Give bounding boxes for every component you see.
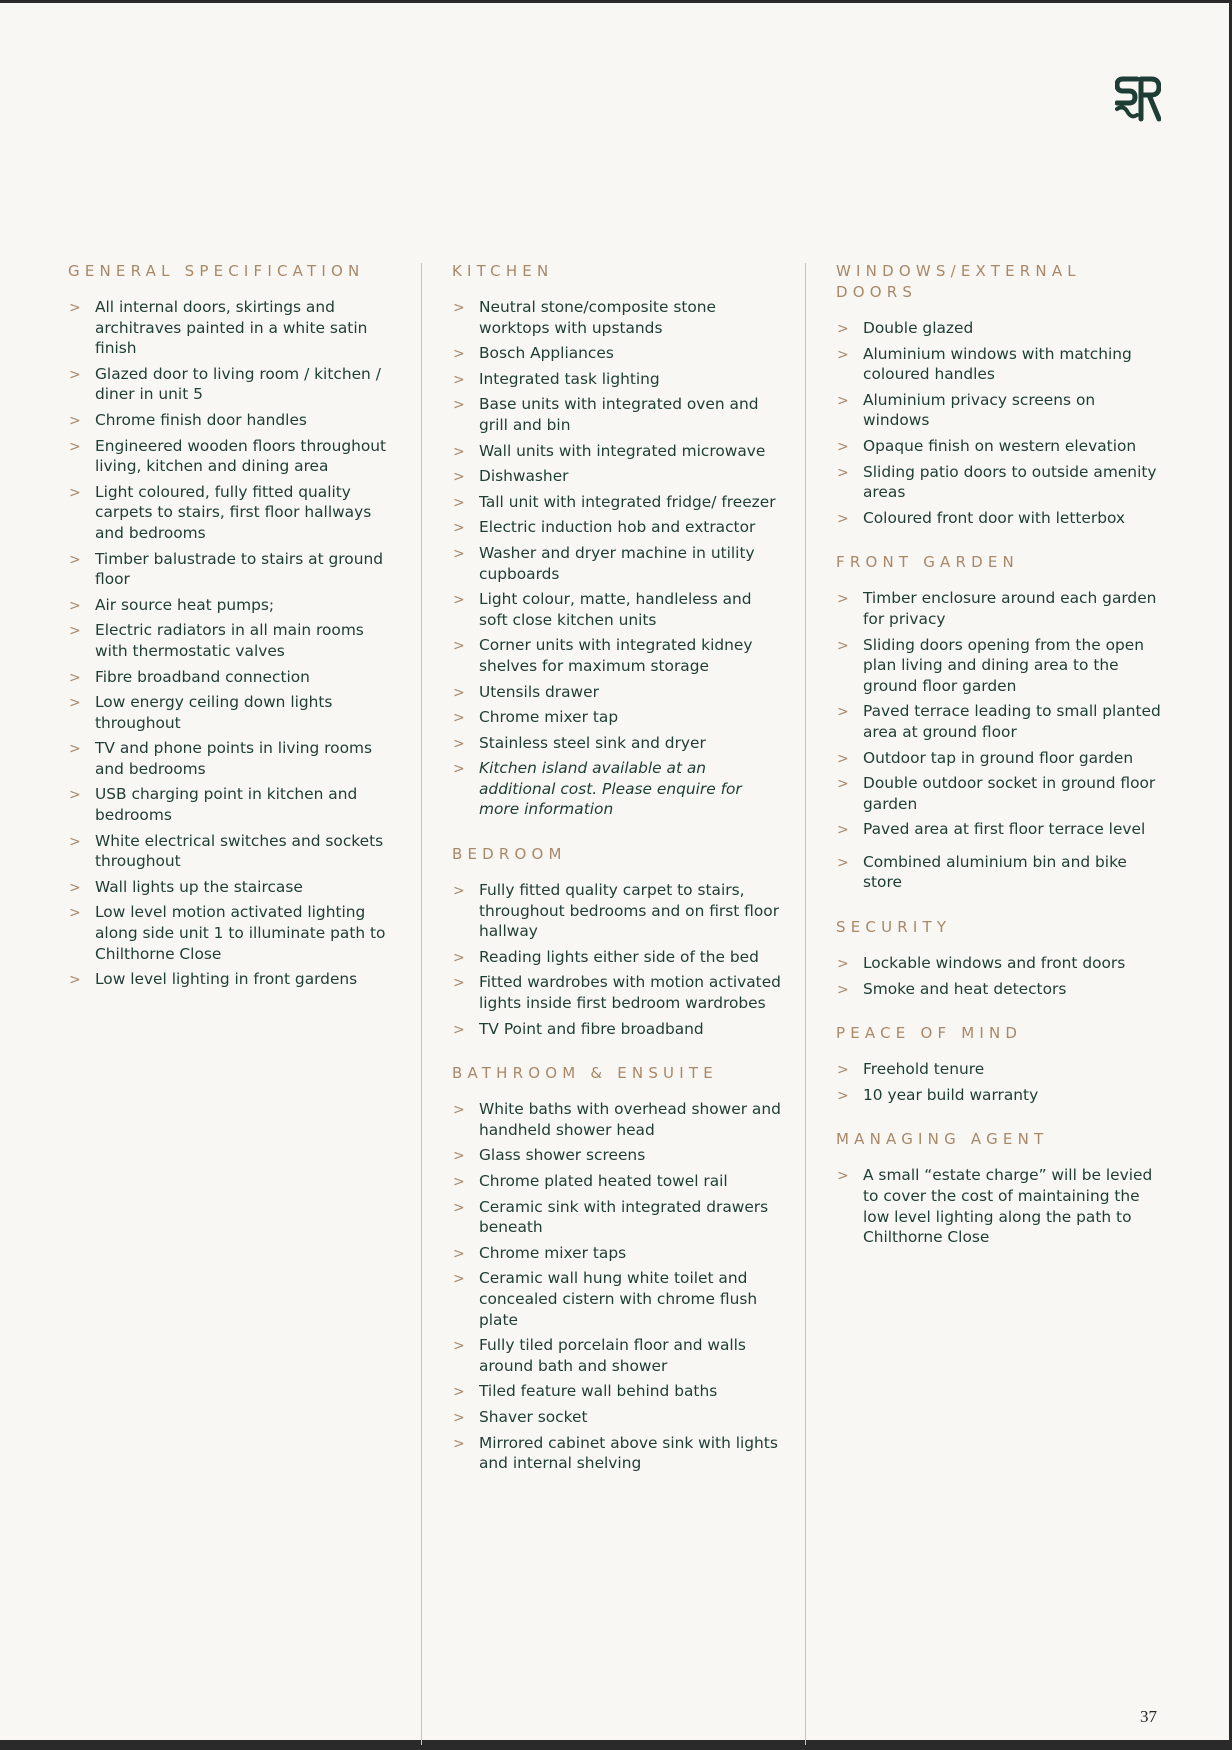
spec-list xyxy=(452,1099,782,1474)
list-item xyxy=(836,318,1166,339)
column-3 xyxy=(836,261,1166,1272)
section-heading: FRONT GARDEN xyxy=(836,553,1019,572)
brochure-page xyxy=(0,3,1229,1740)
list-item-text: Low level motion activated lighting along side unit 1 to illuminate path to Chilthorne Close xyxy=(95,903,386,963)
chevron-right-icon: > xyxy=(453,371,465,388)
chevron-right-icon: > xyxy=(453,1174,465,1190)
list-item-text: Fully tiled porcelain floor and walls around bath and shower xyxy=(479,1336,746,1375)
list-item-text: Chrome plated heated towel rail xyxy=(479,1172,728,1190)
spec-section xyxy=(68,261,398,990)
chevron-right-icon: > xyxy=(69,879,81,896)
spec-list xyxy=(836,1165,1166,1247)
chevron-right-icon: > xyxy=(69,905,81,922)
chevron-right-icon: > xyxy=(837,321,849,337)
chevron-right-icon: > xyxy=(69,623,81,640)
chevron-right-icon: > xyxy=(837,510,849,527)
list-item-text: Sliding doors opening from the open plan living and dining area to the ground floor garden xyxy=(863,635,1144,695)
list-item-text: Fully fitted quality carpet to stairs, throughout bedrooms and on first floor hallway xyxy=(479,881,780,941)
chevron-right-icon: > xyxy=(837,956,849,973)
list-item xyxy=(452,466,782,487)
chevron-right-icon: > xyxy=(453,494,465,511)
section-heading: MANAGING AGENT xyxy=(836,1130,1049,1149)
list-item-text: Shaver socket xyxy=(479,1407,588,1426)
list-item xyxy=(836,819,1166,840)
list-item xyxy=(836,462,1166,503)
list-item xyxy=(452,589,782,630)
list-item-text: Wall lights up the staircase xyxy=(95,877,303,896)
chevron-right-icon: > xyxy=(453,975,465,992)
chevron-right-icon: > xyxy=(453,1271,465,1288)
spec-section xyxy=(452,1063,782,1474)
chevron-right-icon: > xyxy=(453,710,465,727)
sr-monogram-icon xyxy=(1115,75,1161,123)
chevron-right-icon: > xyxy=(453,300,465,316)
chevron-right-icon: > xyxy=(837,392,849,409)
spec-list xyxy=(836,953,1166,999)
chevron-right-icon: > xyxy=(69,669,81,686)
section-heading: GENERAL SPECIFICATION xyxy=(68,262,365,280)
chevron-right-icon: > xyxy=(69,695,81,712)
list-item xyxy=(68,364,398,405)
column-divider-1 xyxy=(421,263,422,1745)
list-item xyxy=(68,877,398,898)
spec-section xyxy=(836,1129,1166,1247)
spec-list xyxy=(452,297,782,820)
list-item-text: Coloured front door with letterbox xyxy=(863,508,1126,527)
list-item xyxy=(452,543,782,584)
chevron-right-icon: > xyxy=(837,1168,849,1185)
list-item-text: Neutral stone/composite stone worktops with upstands xyxy=(479,298,717,337)
list-item-text: Washer and dryer machine in utility cupboards xyxy=(479,543,755,583)
list-item-text: Opaque finish on western elevation xyxy=(863,436,1137,455)
list-item xyxy=(452,297,782,338)
chevron-right-icon: > xyxy=(453,638,465,655)
section-heading: BATHROOM & ENSUITE xyxy=(452,1064,718,1083)
list-item-text: Air source heat pumps; xyxy=(95,595,275,614)
list-item xyxy=(452,441,782,462)
list-item-text: Integrated task lighting xyxy=(479,369,660,388)
spec-section xyxy=(452,844,782,1039)
chevron-right-icon: > xyxy=(837,981,849,998)
chevron-right-icon: > xyxy=(69,300,81,316)
list-item-text: All internal doors, skirtings and architraves painted in a white satin finish xyxy=(95,298,368,358)
chevron-right-icon: > xyxy=(453,1435,465,1452)
spec-section xyxy=(836,917,1166,999)
list-item-text: Glazed door to living room / kitchen / diner in unit 5 xyxy=(95,364,381,404)
chevron-right-icon: > xyxy=(453,1338,465,1355)
list-item xyxy=(68,620,398,661)
list-item xyxy=(452,492,782,513)
list-item-text: Sliding patio doors to outside amenity areas xyxy=(863,462,1157,502)
list-item xyxy=(68,692,398,733)
list-item xyxy=(68,482,398,544)
list-item xyxy=(452,1145,782,1166)
spec-list xyxy=(452,880,782,1039)
list-item-text: Freehold tenure xyxy=(863,1060,985,1079)
list-item-text: White electrical switches and sockets throughout xyxy=(95,831,384,871)
list-item-text: USB charging point in kitchen and bedrooms xyxy=(95,785,358,825)
list-item-text: Engineered wooden floors throughout living, kitchen and dining area xyxy=(95,436,387,476)
list-item xyxy=(836,1059,1166,1080)
spec-list xyxy=(836,318,1166,528)
list-item-text: Double outdoor socket in ground floor garden xyxy=(863,774,1156,813)
list-item xyxy=(452,369,782,390)
chevron-right-icon: > xyxy=(69,833,81,850)
list-item-text: Smoke and heat detectors xyxy=(863,979,1067,998)
chevron-right-icon: > xyxy=(453,1148,465,1165)
chevron-right-icon: > xyxy=(453,1409,465,1426)
list-item xyxy=(452,1197,782,1238)
chevron-right-icon: > xyxy=(837,591,849,608)
list-item-text: Chrome mixer taps xyxy=(479,1243,627,1262)
list-item-text: Timber enclosure around each garden for privacy xyxy=(863,589,1157,628)
chevron-right-icon: > xyxy=(837,704,849,721)
list-item xyxy=(836,1165,1166,1247)
list-item-text: Chrome finish door handles xyxy=(95,410,307,429)
list-item xyxy=(836,436,1166,457)
list-item xyxy=(452,1019,782,1040)
spec-list xyxy=(836,1059,1166,1105)
chevron-right-icon: > xyxy=(837,346,849,363)
list-item-text: Wall units with integrated microwave xyxy=(479,441,766,460)
section-heading: WINDOWS/EXTERNAL DOORS xyxy=(836,262,1081,301)
list-item xyxy=(452,880,782,942)
chevron-right-icon: > xyxy=(453,735,465,752)
list-item xyxy=(68,969,398,990)
list-item-text: Kitchen island available at an additional cost. Please enquire for more information xyxy=(479,759,742,819)
list-item-text: Dishwasher xyxy=(479,467,569,486)
list-item-text: Low energy ceiling down lights throughout xyxy=(95,693,333,732)
list-item xyxy=(836,701,1166,742)
section-heading: PEACE OF MIND xyxy=(836,1024,1023,1043)
chevron-right-icon: > xyxy=(69,412,81,429)
chevron-right-icon: > xyxy=(453,1199,465,1216)
list-item-text: Electric induction hob and extractor xyxy=(479,518,756,537)
list-item xyxy=(452,1335,782,1376)
chevron-right-icon: > xyxy=(837,464,849,481)
page-number: 37 xyxy=(1140,1707,1157,1726)
list-item-text: Electric radiators in all main rooms with thermostatic valves xyxy=(95,621,364,660)
column-2 xyxy=(452,261,782,1498)
chevron-right-icon: > xyxy=(837,637,849,654)
chevron-right-icon: > xyxy=(453,1384,465,1401)
list-item-text: A small “estate charge” will be levied to cover the cost of maintaining the low level lighting along the path to Chilthorne Close xyxy=(863,1166,1153,1247)
chevron-right-icon: > xyxy=(453,346,465,363)
chevron-right-icon: > xyxy=(453,1102,465,1119)
list-item xyxy=(452,635,782,676)
list-item xyxy=(68,784,398,825)
list-item-text: Tiled feature wall behind baths xyxy=(479,1382,718,1401)
list-item xyxy=(452,1381,782,1402)
list-item xyxy=(836,635,1166,697)
list-item xyxy=(68,595,398,616)
list-item-text: Light colour, matte, handleless and soft close kitchen units xyxy=(479,590,752,629)
list-item xyxy=(452,1099,782,1140)
list-item-text: Low level lighting in front gardens xyxy=(95,970,358,989)
list-item xyxy=(452,343,782,364)
chevron-right-icon: > xyxy=(837,822,849,839)
spec-section xyxy=(836,552,1166,893)
list-item xyxy=(452,758,782,820)
chevron-right-icon: > xyxy=(453,1021,465,1038)
list-item-text: 10 year build warranty xyxy=(863,1085,1039,1104)
list-item-text: Reading lights either side of the bed xyxy=(479,947,759,966)
list-item-text: Light coloured, fully fitted quality carpets to stairs, first floor hallways and bedrooms xyxy=(95,482,372,542)
chevron-right-icon: > xyxy=(453,520,465,537)
chevron-right-icon: > xyxy=(69,366,81,383)
list-item xyxy=(452,394,782,435)
chevron-right-icon: > xyxy=(453,469,465,486)
list-item-text: Chrome mixer tap xyxy=(479,708,619,727)
chevron-right-icon: > xyxy=(69,484,81,501)
list-item-text: TV and phone points in living rooms and bedrooms xyxy=(95,739,372,778)
list-item-text: Paved terrace leading to small planted area at ground floor xyxy=(863,702,1161,741)
column-divider-2 xyxy=(805,263,806,1745)
list-item xyxy=(452,682,782,703)
list-item xyxy=(836,390,1166,431)
chevron-right-icon: > xyxy=(837,1062,849,1079)
list-item xyxy=(452,707,782,728)
list-item xyxy=(68,549,398,590)
list-item xyxy=(68,410,398,431)
chevron-right-icon: > xyxy=(69,438,81,455)
section-heading: SECURITY xyxy=(836,918,952,937)
spec-section xyxy=(452,261,782,820)
list-item xyxy=(68,738,398,779)
chevron-right-icon: > xyxy=(453,1245,465,1262)
list-item-text: Lockable windows and front doors xyxy=(863,954,1126,973)
list-item xyxy=(836,979,1166,1000)
list-item xyxy=(836,773,1166,814)
chevron-right-icon: > xyxy=(453,949,465,966)
list-item-text: Outdoor tap in ground floor garden xyxy=(863,748,1134,767)
list-item-text: Combined aluminium bin and bike store xyxy=(863,852,1127,892)
list-item xyxy=(68,297,398,359)
column-1 xyxy=(68,261,398,1014)
list-item xyxy=(836,588,1166,629)
section-heading: BEDROOM xyxy=(452,845,567,864)
list-item-text: Corner units with integrated kidney shelves for maximum storage xyxy=(479,636,753,675)
list-item-text: Ceramic sink with integrated drawers beneath xyxy=(479,1197,769,1237)
list-item xyxy=(836,344,1166,385)
list-item-text: Double glazed xyxy=(863,319,974,337)
chevron-right-icon: > xyxy=(69,787,81,804)
list-item xyxy=(836,852,1166,893)
chevron-right-icon: > xyxy=(69,551,81,568)
spec-list xyxy=(836,588,1166,893)
chevron-right-icon: > xyxy=(453,397,465,414)
chevron-right-icon: > xyxy=(837,776,849,793)
list-item xyxy=(452,1407,782,1428)
list-item-text: Aluminium privacy screens on windows xyxy=(863,390,1096,430)
list-item xyxy=(836,953,1166,974)
list-item xyxy=(452,733,782,754)
list-item xyxy=(452,972,782,1013)
chevron-right-icon: > xyxy=(69,741,81,758)
list-item xyxy=(836,508,1166,529)
list-item xyxy=(836,748,1166,769)
list-item-text: Mirrored cabinet above sink with lights and internal shelving xyxy=(479,1433,778,1473)
list-item-text: Stainless steel sink and dryer xyxy=(479,733,706,752)
list-item xyxy=(452,947,782,968)
list-item xyxy=(452,1433,782,1474)
list-item xyxy=(68,667,398,688)
chevron-right-icon: > xyxy=(453,684,465,701)
list-item-text: TV Point and fibre broadband xyxy=(479,1019,704,1038)
list-item-text: Base units with integrated oven and grill and bin xyxy=(479,395,759,434)
list-item xyxy=(452,1243,782,1264)
spec-section xyxy=(836,1023,1166,1105)
chevron-right-icon: > xyxy=(453,545,465,562)
list-item-text: Utensils drawer xyxy=(479,682,599,701)
list-item xyxy=(452,1171,782,1192)
spec-list xyxy=(68,297,398,990)
chevron-right-icon: > xyxy=(837,854,849,871)
chevron-right-icon: > xyxy=(453,592,465,609)
chevron-right-icon: > xyxy=(453,761,465,778)
chevron-right-icon: > xyxy=(453,443,465,460)
list-item-text: Aluminium windows with matching coloured handles xyxy=(863,344,1132,384)
chevron-right-icon: > xyxy=(69,597,81,614)
spec-section xyxy=(836,261,1166,528)
list-item-text: Fibre broadband connection xyxy=(95,667,310,686)
chevron-right-icon: > xyxy=(453,883,465,900)
section-heading: KITCHEN xyxy=(452,262,554,280)
chevron-right-icon: > xyxy=(837,1087,849,1104)
list-item-text: White baths with overhead shower and handheld shower head xyxy=(479,1100,781,1139)
list-item-text: Fitted wardrobes with motion activated lights inside first bedroom wardrobes xyxy=(479,973,781,1013)
chevron-right-icon: > xyxy=(69,972,81,989)
list-item xyxy=(452,517,782,538)
list-item xyxy=(68,831,398,872)
chevron-right-icon: > xyxy=(837,750,849,767)
list-item xyxy=(836,1085,1166,1106)
list-item xyxy=(452,1268,782,1330)
list-item-text: Bosch Appliances xyxy=(479,344,614,363)
list-item-text: Ceramic wall hung white toilet and concealed cistern with chrome flush plate xyxy=(479,1269,758,1329)
list-item xyxy=(68,436,398,477)
list-item-text: Timber balustrade to stairs at ground floor xyxy=(95,549,383,589)
list-item-text: Tall unit with integrated fridge/ freezer xyxy=(479,492,776,511)
list-item-text: Paved area at first floor terrace level xyxy=(863,820,1146,839)
list-item-text: Glass shower screens xyxy=(479,1146,646,1165)
list-item xyxy=(68,902,398,964)
chevron-right-icon: > xyxy=(837,438,849,455)
